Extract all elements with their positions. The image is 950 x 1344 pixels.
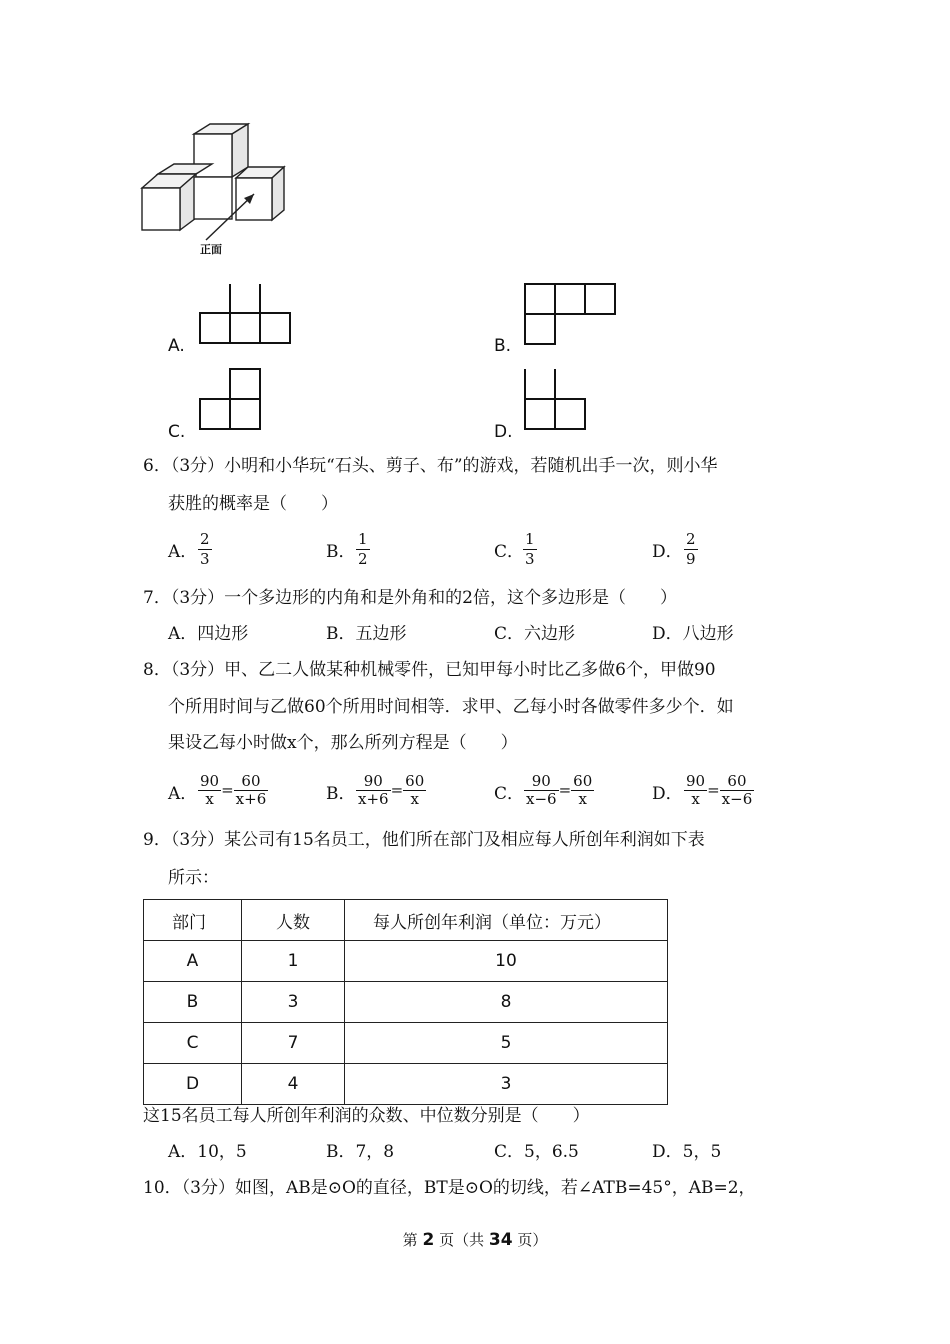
- q9-line1: 9．（3分）某公司有15名员工，他们所在部门及相应每人所创年利润如下表: [143, 830, 705, 850]
- table-cell: D: [144, 1064, 242, 1105]
- q9-after-table: 这15名员工每人所创年利润的众数、中位数分别是（ ）: [143, 1106, 590, 1126]
- front-label: 正面: [200, 243, 222, 256]
- table-cell: 1: [242, 941, 345, 982]
- q8-option-d-equation: $\frac{90}{x}$ = $\frac{60}{x-6}$: [686, 772, 753, 808]
- table-header-cell: 部门: [144, 900, 242, 941]
- option-a-view: [198, 282, 294, 346]
- table-cell: C: [144, 1023, 242, 1064]
- q7-option-c: C．六边形: [494, 624, 576, 644]
- table-row: [144, 1064, 668, 1105]
- table-cell: B: [144, 982, 242, 1023]
- q6-option-d-fraction: 2 9: [686, 530, 696, 568]
- option-d-label: D.: [494, 422, 513, 442]
- q6-line2: 获胜的概率是（ ）: [168, 494, 338, 514]
- table-cell: 10: [345, 941, 668, 982]
- q6-option-b-label: B．: [326, 542, 356, 562]
- q8-line3: 果设乙每小时做x个，那么所列方程是（ ）: [168, 733, 518, 753]
- table-header-row: [144, 900, 668, 941]
- q8-option-b-equation: $\frac{90}{x+6}$ = $\frac{60}{x}$: [358, 772, 425, 808]
- q7-option-a: A．四边形: [168, 624, 249, 644]
- option-b-view: [523, 282, 619, 346]
- q9-option-b: B．7，8: [326, 1142, 395, 1162]
- q9-line2: 所示：: [168, 868, 219, 888]
- q9-option-c: C．5，6.5: [494, 1142, 579, 1162]
- option-b-label: B.: [494, 336, 512, 356]
- q8-line1: 8．（3分）甲、乙二人做某种机械零件，已知甲每小时比乙多做6个，甲做90: [143, 660, 716, 680]
- table-cell: 8: [345, 982, 668, 1023]
- table-cell: 7: [242, 1023, 345, 1064]
- table-header-cell: 每人所创年利润（单位：万元）: [345, 900, 668, 941]
- footer-prefix: 第: [402, 1231, 418, 1249]
- footer-suffix: 页）: [517, 1231, 548, 1249]
- q8-option-a-equation: $\frac{90}{x}$ = $\frac{60}{x+6}$: [200, 772, 267, 808]
- table-row: [144, 1023, 668, 1064]
- q9-option-d: D．5，5: [652, 1142, 722, 1162]
- q9-option-a: A．10，5: [168, 1142, 247, 1162]
- table-row: [144, 941, 668, 982]
- footer-total-pages: 34: [488, 1230, 513, 1250]
- q8-option-d-label: D．: [652, 784, 683, 804]
- table-cell: 5: [345, 1023, 668, 1064]
- q6-option-c-fraction: 1 3: [525, 530, 535, 568]
- q6-option-a-label: A．: [168, 542, 198, 562]
- q8-option-a-label: A．: [168, 784, 198, 804]
- table-header-cell: 人数: [242, 900, 345, 941]
- q8-option-c-label: C．: [494, 784, 525, 804]
- q8-option-b-label: B．: [326, 784, 356, 804]
- table-cell: A: [144, 941, 242, 982]
- q10-line1: 10．（3分）如图，AB是⊙O的直径，BT是⊙O的切线，若∠ATB=45°，AB=2，: [143, 1178, 756, 1198]
- q7-line1: 7．（3分）一个多边形的内角和是外角和的2倍，这个多边形是（ ）: [143, 588, 677, 608]
- option-a-label: A.: [168, 336, 185, 356]
- option-c-view: [198, 367, 264, 431]
- table-row: [144, 982, 668, 1023]
- q6-option-c-label: C．: [494, 542, 525, 562]
- table-cell: 3: [242, 982, 345, 1023]
- q6-option-b-fraction: 1 2: [358, 530, 368, 568]
- q6-option-a-fraction: 2 3: [200, 530, 210, 568]
- table-cell: 4: [242, 1064, 345, 1105]
- option-c-label: C.: [168, 422, 186, 442]
- q7-option-b: B．五边形: [326, 624, 407, 644]
- q6-line1: 6．（3分）小明和小华玩“石头、剪子、布”的游戏，若随机出手一次，则小华: [143, 456, 718, 476]
- q6-option-d-label: D．: [652, 542, 683, 562]
- option-d-view: [523, 367, 589, 431]
- q8-line2: 个所用时间与乙做60个所用时间相等．求甲、乙每小时各做零件多少个．如: [168, 697, 734, 717]
- table-cell: 3: [345, 1064, 668, 1105]
- page-footer: [0, 1229, 950, 1250]
- q8-option-c-equation: $\frac{90}{x-6}$ = $\frac{60}{x}$: [526, 772, 593, 808]
- footer-page-number: 2: [422, 1230, 435, 1250]
- footer-mid: 页（共: [439, 1231, 485, 1249]
- q7-option-d: D．八边形: [652, 624, 734, 644]
- profit-table: [143, 899, 668, 1105]
